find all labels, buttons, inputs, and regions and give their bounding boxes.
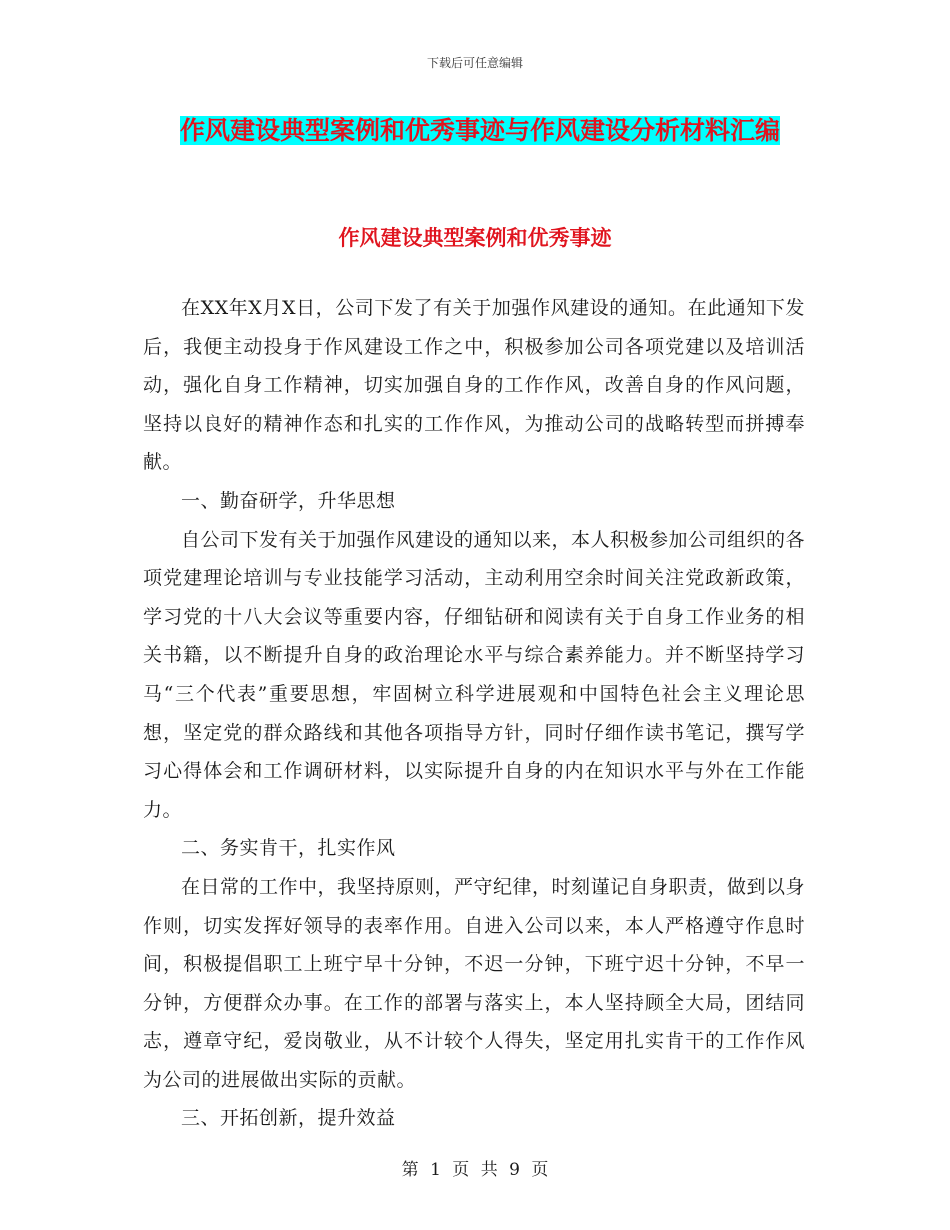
- subheading-3: 三、开拓创新，提升效益: [181, 1107, 396, 1130]
- header-note: 下载后可任意编辑: [426, 56, 523, 70]
- page-number-footer: 第 1 页 共 9 页: [401, 1160, 549, 1180]
- section-title: 作风建设典型案例和优秀事迹: [338, 226, 612, 250]
- document-body: [143, 289, 805, 1138]
- main-title-text: 作风建设典型案例和优秀事迹与作风建设分析材料汇编: [179, 116, 780, 145]
- document-main-title: [140, 108, 820, 154]
- subheading-1: 一、勤奋研学，升华思想: [181, 489, 396, 512]
- subheading-2: 二、务实肯干，扎实作风: [181, 837, 396, 860]
- paragraph-2: 在日常的工作中，我坚持原则，严守纪律，时刻谨记自身职责，做到以身作则，切实发挥好领导的表率作用。自进入公司以来，本人严格遵守作息时间，积极提倡职工上班宁早十分钟，不迟一分钟，下班宁迟十分钟，不早一分钟，方便群众办事。在工作的部署与落实上，本人坚持顾全大局，团结同志，遵章守纪，爱岗敬业，从不计较个人得失，坚定用扎实肯干的工作作风为公司的进展做出实际的贡献。: [143, 875, 806, 1091]
- paragraph-1: 自公司下发有关于加强作风建设的通知以来，本人积极参加公司组织的各项党建理论培训与专业技能学习活动，主动利用空余时间关注党政新政策，学习党的十八大会议等重要内容，仔细钻研和阅读有关于自身工作业务的相关书籍，以不断提升自身的政治理论水平与综合素养能力。并不断坚持学习马“三个代表”重要思想，牢固树立科学进展观和中国特色社会主义理论思想，坚定党的群众路线和其他各项指导方针，同时仔细作读书笔记，撰写学习心得体会和工作调研材料，以实际提升自身的内在知识水平与外在工作能力。: [143, 528, 806, 821]
- paragraph-intro: 在XX年X月X日，公司下发了有关于加强作风建设的通知。在此通知下发后，我便主动投身于作风建设工作之中，积极参加公司各项党建以及培训活动，强化自身工作精神，切实加强自身的工作作风，改善自身的作风问题，坚持以良好的精神作态和扎实的工作作风，为推动公司的战略转型而拼搏奉献。: [143, 297, 805, 474]
